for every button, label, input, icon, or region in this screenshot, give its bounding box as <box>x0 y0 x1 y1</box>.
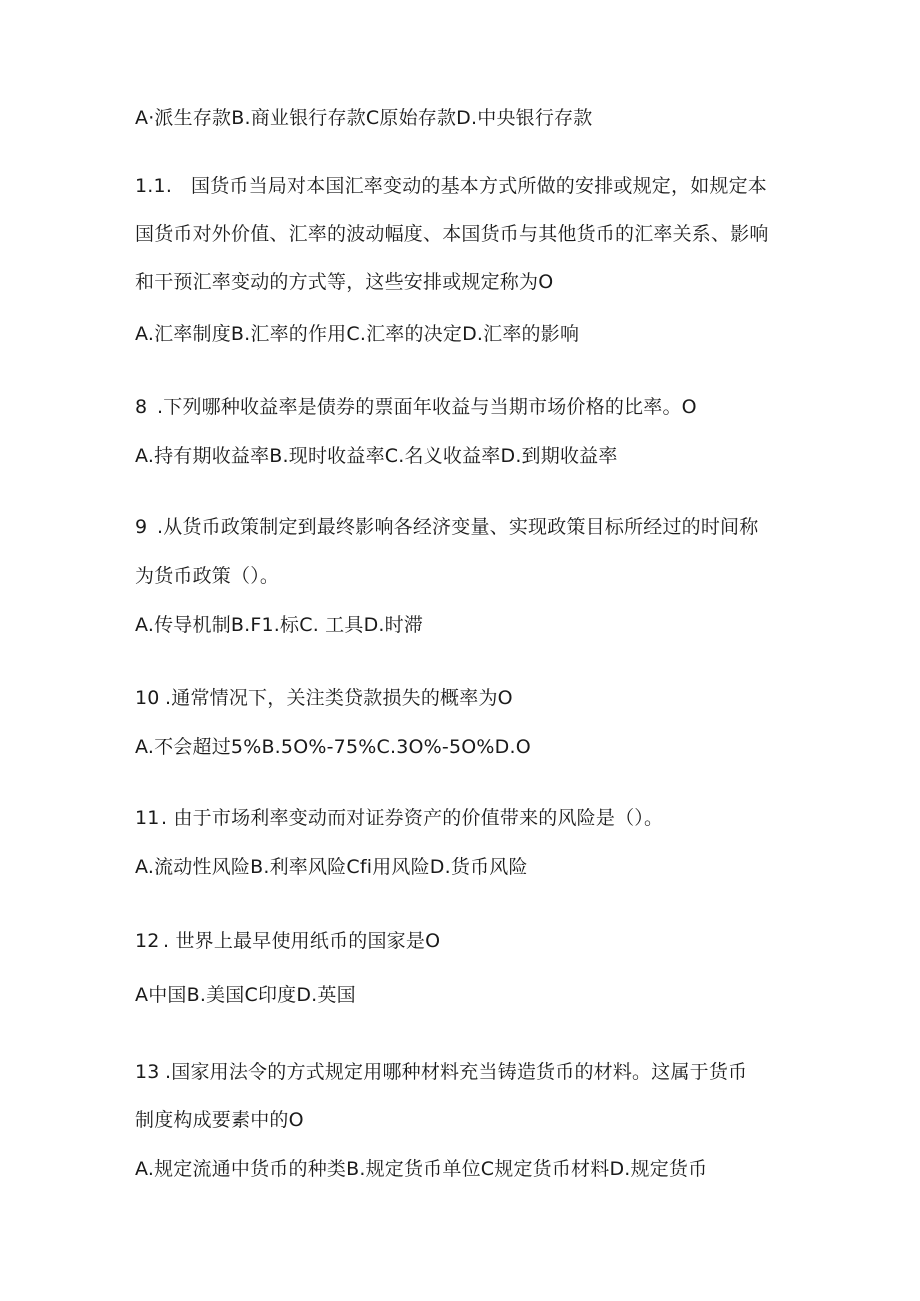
line-text: .国家用法令的方式规定用哪种材料充当铸造货币的材料。这属于货币 <box>165 1061 748 1083</box>
question-line <box>135 515 805 539</box>
line-text: A.不会超过5%B.5O%-75%C.3O%-5O%D.O <box>135 736 531 758</box>
line-text: .从货币政策制定到最终影响各经济变量、实现政策目标所经过的时间称 <box>157 516 759 538</box>
question-number: 12 <box>135 930 160 952</box>
line-text: A.汇率制度B.汇率的作用C.汇率的决定D.汇率的影响 <box>135 323 580 345</box>
question-line-continued <box>135 270 805 294</box>
line-text: A.流动性风险B.利率风险Cfi用风险D.货币风险 <box>135 856 528 878</box>
line-text: 为货币政策（）。 <box>135 565 280 587</box>
line-text: . 世界上最早使用纸币的国家是O <box>163 930 441 952</box>
question-number: 8 <box>135 396 148 418</box>
line-text: A中国B.美国C印度D.英国 <box>135 984 356 1006</box>
question-number: 1.1. <box>135 175 173 197</box>
answer-options-line <box>135 983 805 1007</box>
line-text: 制度构成要素中的O <box>135 1109 304 1131</box>
line-text: .下列哪种收益率是债券的票面年收益与当期市场价格的比率。O <box>157 396 697 418</box>
answer-options-line <box>135 322 805 346</box>
question-line-continued <box>135 222 805 246</box>
question-line <box>135 686 805 710</box>
question-line <box>135 174 805 198</box>
line-text: A.传导机制B.F1.标C. 工具D.时滞 <box>135 614 424 636</box>
question-line-continued <box>135 1108 805 1132</box>
line-text: A·派生存款B.商业银行存款C原始存款D.中央银行存款 <box>135 107 593 129</box>
answer-options-line <box>135 444 805 468</box>
question-line <box>135 395 805 419</box>
line-text: 国货币对外价值、汇率的波动幅度、本国货币与其他货币的汇率关系、影响 <box>135 223 769 245</box>
line-text: .通常情况下，关注类贷款损失的概率为O <box>165 687 513 709</box>
answer-options-line <box>135 735 805 759</box>
answer-options-line <box>135 1157 805 1181</box>
question-number: 10 <box>135 687 160 709</box>
question-line <box>135 1060 805 1084</box>
line-text: A.持有期收益率B.现时收益率C.名义收益率D.到期收益率 <box>135 445 618 467</box>
answer-options-line <box>135 855 805 879</box>
line-text: 国货币当局对本国汇率变动的基本方式所做的安排或规定，如规定本 <box>191 175 768 197</box>
question-line-continued <box>135 564 805 588</box>
question-line <box>135 806 805 830</box>
line-text: A.规定流通中货币的种类B.规定货币单位C规定货币材料D.规定货币 <box>135 1158 708 1180</box>
line-text: . 由于市场利率变动而对证券资产的价值带来的风险是（）。 <box>161 807 664 829</box>
line-text: 和干预汇率变动的方式等，这些安排或规定称为O <box>135 271 554 293</box>
question-line <box>135 929 805 953</box>
answer-options-line <box>135 106 805 130</box>
question-number: 9 <box>135 516 148 538</box>
answer-options-line <box>135 613 805 637</box>
question-number: 11 <box>135 807 160 829</box>
question-number: 13 <box>135 1061 160 1083</box>
